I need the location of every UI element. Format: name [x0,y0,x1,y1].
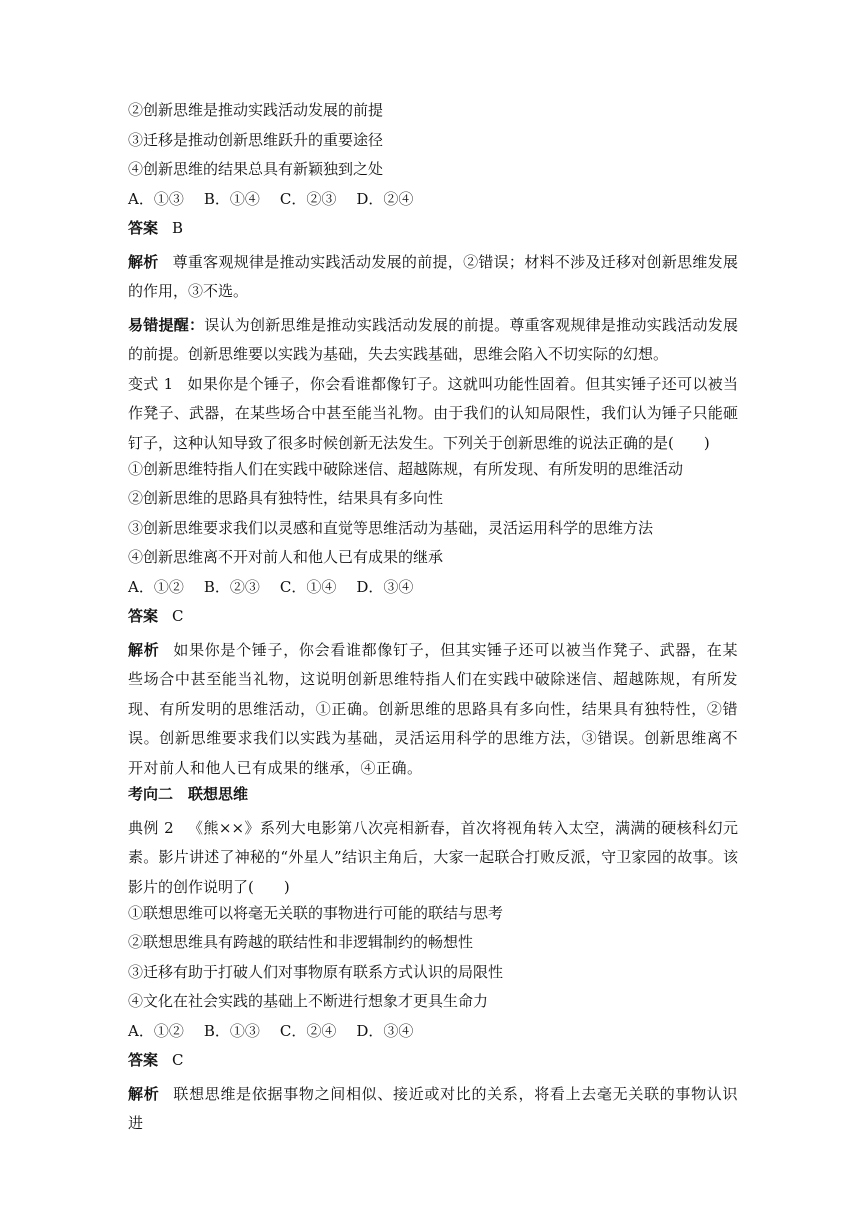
option-c: C．①④ [279,577,337,596]
option-a: A．①② [128,577,184,596]
statement-2: ②联想思维具有跨越的联结性和非逻辑制约的畅想性 [128,933,474,951]
example-question-text: 《熊××》系列大电影第八次亮相新春，首次将视角转入太空，满满的硬核科幻元素。影片讲述了神秘的“外星人”结识主角后，大家一起联合打败反派，守卫家园的故事。该影片的创作说明了( ) [128,818,739,896]
answer-label: 答案 [128,607,159,625]
statement-4: ④创新思维离不开对前人和他人已有成果的继承 [128,548,444,566]
answer-value: B [172,219,184,237]
answer-label: 答案 [128,219,159,237]
error-tip-text: 误认为创新思维是推动实践活动发展的前提。尊重客观规律是推动实践活动发展的前提。创新思维要以实践为基础，失去实践基础，思维会陷入不切实际的幻想。 [128,315,738,363]
analysis-text: 尊重客观规律是推动实践活动发展的前提，②错误；材料不涉及迁移对创新思维发展的作用，③不选。 [128,252,738,300]
option-d: D．③④ [356,577,414,596]
option-a: A．①② [128,1021,184,1040]
option-c: C．②④ [279,1021,337,1040]
option-a: A．①③ [128,189,184,208]
statement-1: ①创新思维特指人们在实践中破除迷信、超越陈规，有所发现、有所发明的思维活动 [128,459,684,478]
answer-line [128,1050,738,1070]
analysis-text: 联想思维是依据事物之间相似、接近或对比的关系，将看上去毫无关联的事物认识进 [128,1084,738,1132]
answer-line [128,606,738,626]
statement-3: ③迁移有助于打破人们对事物原有联系方式认识的局限性 [128,962,504,981]
statement-2: ②创新思维是推动实践活动发展的前提 [128,101,384,119]
section-heading: 考向二 联想思维 [128,785,249,803]
statement-3: ③迁移是推动创新思维跃升的重要途径 [128,130,384,149]
option-b: B．①③ [203,1021,260,1040]
option-d: D．②④ [356,189,414,208]
statement-1: ①联想思维可以将毫无关联的事物进行可能的联结与思考 [128,903,504,922]
analysis-label: 解析 [128,1084,160,1103]
error-tip-paragraph [128,311,738,370]
options-row [128,577,738,597]
option-b: B．②③ [203,577,260,596]
variant-question-text: 如果你是个锤子，你会看谁都像钉子。这就叫功能性固着。但其实锤子还可以被当作凳子、武器，在某些场合中甚至能当礼物。由于我们的认知局限性，我们认为锤子只能砸钉子，这种认知导致了很多时候创新无法发生。下列关于创新思维的说法正确的是( ) [128,374,738,452]
example-question [128,814,738,903]
analysis-label: 解析 [128,640,160,659]
option-b: B．①④ [203,189,260,208]
option-d: D．③④ [356,1021,414,1040]
options-row [128,189,738,209]
answer-label: 答案 [128,1051,159,1069]
answer-value: C [172,1051,184,1069]
analysis-paragraph [128,636,738,784]
variant-question [128,370,738,459]
option-c: C．②③ [279,189,337,208]
statement-4: ④文化在社会实践的基础上不断进行想象才更具生命力 [128,992,489,1010]
options-row [128,1021,738,1041]
analysis-paragraph [128,1080,738,1139]
analysis-paragraph [128,248,738,307]
answer-value: C [172,607,184,625]
statement-3: ③创新思维要求我们以灵感和直觉等思维活动为基础，灵活运用科学的思维方法 [128,518,654,537]
variant-label: 变式 1 [128,374,174,393]
answer-line [128,218,738,238]
analysis-label: 解析 [128,252,159,271]
statement-4: ④创新思维的结果总具有新颖独到之处 [128,160,384,178]
statement-2: ②创新思维的思路具有独特性，结果具有多向性 [128,489,444,507]
analysis-text: 如果你是个锤子，你会看谁都像钉子，但其实锤子还可以被当作凳子、武器，在某些场合中甚至能当礼物，这说明创新思维特指人们在实践中破除迷信、超越陈规，有所发现、有所发明的思维活动，①正确。创新思维的思路具有多向性，结果具有独特性，②错误。创新思维要求我们以实践为基础，灵活运用科学的思维方法，③错误。创新思维离不开对前人和他人已有成果的继承，④正确。 [128,640,738,777]
document-content [128,100,738,1139]
error-tip-label: 易错提醒： [128,315,205,334]
example-label: 典例 2 [128,818,174,837]
